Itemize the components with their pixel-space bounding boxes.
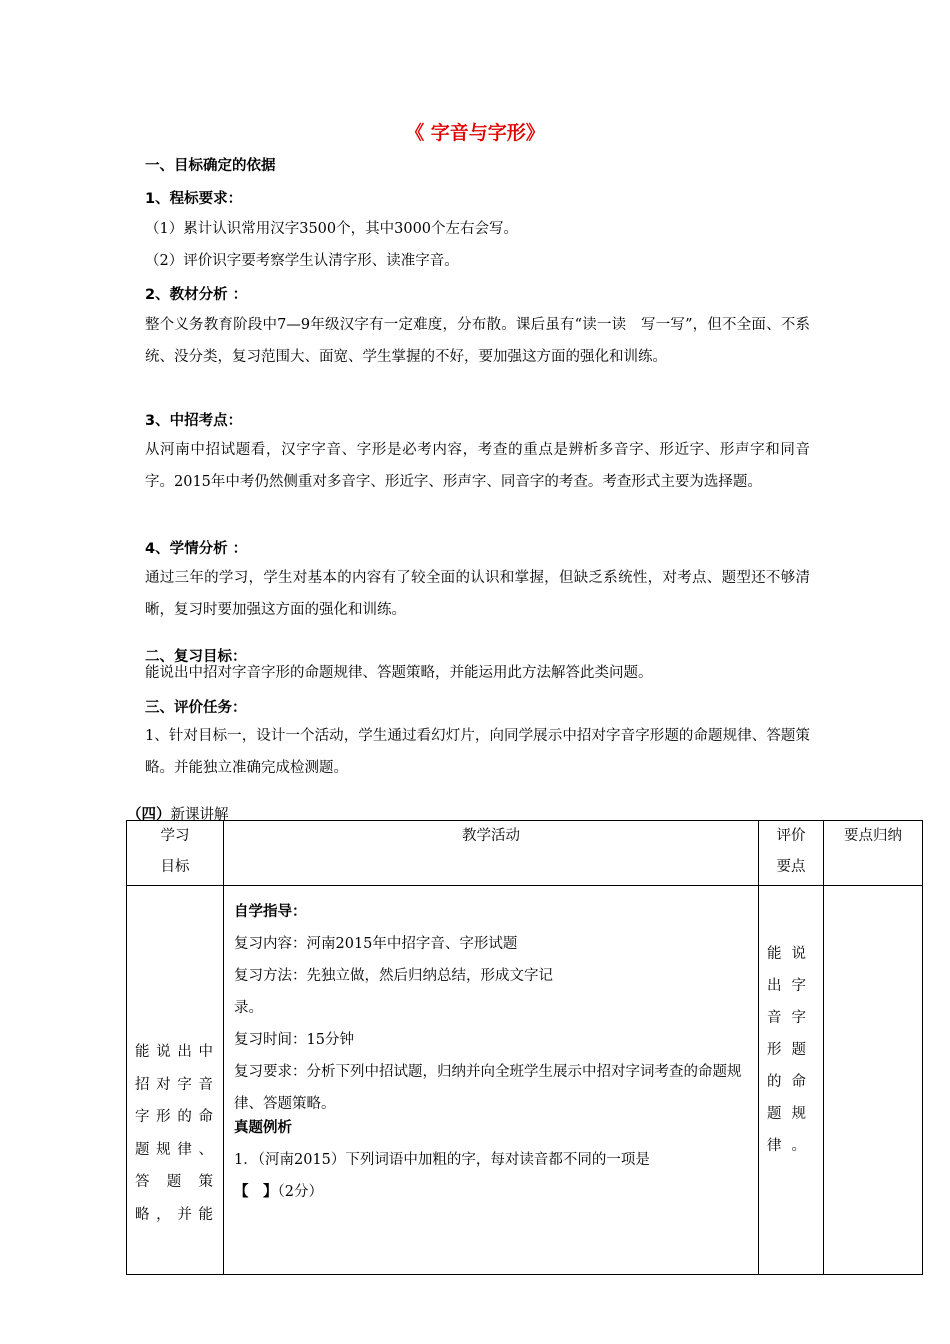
header-evaluation-line-2: 要点 (776, 859, 806, 875)
section-1-1-item-2: （2）评价识字要考察学生认清字形、读准字音。 (145, 253, 459, 269)
section-2-text: 能说出中招对字音字形的命题规律、答题策略，并能运用此方法解答此类问题。 (145, 665, 653, 681)
table-row (127, 886, 923, 1275)
example-heading: 真题例析 (234, 1120, 292, 1136)
section-1-heading: 一、目标确定的依据 (145, 158, 276, 174)
section-1-4-text: 通过三年的学习，学生对基本的内容有了较全面的认识和掌握，但缺乏系统性，对考点、题型还不够清晰，复习时要加强这方面的强化和训练。 (145, 570, 810, 618)
evaluation-cell (759, 886, 824, 1275)
section-4-number: （四） (127, 807, 171, 823)
section-4-title: 新课讲解 (170, 807, 229, 823)
header-teaching-activity: 教学活动 (224, 821, 759, 886)
question-1-answer-line (234, 1176, 748, 1208)
section-1-3-heading: 3、中招考点： (145, 413, 243, 429)
section-1-2-heading: 2、教材分析 ： (145, 287, 248, 303)
goal-text: 能说出中招对字音字形的命题规律、答题策略，并能 (135, 1044, 215, 1223)
goal-cell (127, 886, 224, 1275)
section-3-heading: 三、评价任务： (145, 700, 247, 716)
header-evaluation-line-1: 评价 (776, 828, 806, 844)
section-1-4-heading: 4、学情分析 ： (145, 541, 248, 557)
self-study-heading: 自学指导： (234, 904, 307, 920)
section-3-text: 1、针对目标一，设计一个活动，学生通过看幻灯片，向同学展示中招对字音字形题的命题规律、答题策略。并能独立准确完成检测题。 (145, 728, 810, 776)
header-learning-goal (127, 821, 224, 886)
section-2-heading: 二、复习目标： (145, 649, 247, 665)
review-time: 复习时间：15分钟 (234, 1032, 354, 1048)
answer-bracket: 【 】 (234, 1183, 278, 1200)
question-score: （2分） (277, 1184, 323, 1200)
header-key-summary: 要点归纳 (824, 821, 923, 886)
activity-cell (224, 886, 759, 1275)
review-method-line-2: 录。 (234, 1000, 263, 1016)
section-1-1-heading: 1、程标要求： (145, 191, 243, 207)
header-learning-goal-line-1: 学习 (160, 828, 190, 844)
lesson-table (126, 820, 923, 1275)
header-evaluation-points (759, 821, 824, 886)
review-requirement: 复习要求：分析下列中招试题，归纳并向全班学生展示中招对字词考查的命题规律、答题策略。 (234, 1064, 742, 1112)
summary-cell (824, 886, 923, 1275)
section-1-3-text: 从河南中招试题看，汉字字音、字形是必考内容，考查的重点是辨析多音字、形近字、形声字和同音字。2015年中考仍然侧重对多音字、形近字、形声字、同音字的考查。考查形式主要为选择题。 (145, 442, 810, 490)
header-learning-goal-line-2: 目标 (160, 859, 190, 875)
review-method-line-1: 复习方法：先独立做，然后归纳总结，形成文字记 (234, 968, 553, 984)
section-1-1-item-1: （1）累计认识常用汉字3500个，其中3000个左右会写。 (145, 221, 519, 237)
section-1-2-text: 整个义务教育阶段中7—9年级汉字有一定难度，分布散。课后虽有“读一读 写一写”，但不全面、不系统、没分类，复习范围大、面宽、学生掌握的不好，要加强这方面的强化和训练。 (145, 317, 810, 365)
question-1: 1．（河南2015）下列词语中加粗的字，每对读音都不同的一项是 (234, 1152, 650, 1168)
table-header-row (127, 821, 923, 886)
review-content: 复习内容：河南2015年中招字音、字形试题 (234, 936, 518, 952)
evaluation-text: 能说出字音字形题的命题规律。 (767, 946, 816, 1154)
document-title: 《 字音与字形》 (405, 122, 545, 144)
